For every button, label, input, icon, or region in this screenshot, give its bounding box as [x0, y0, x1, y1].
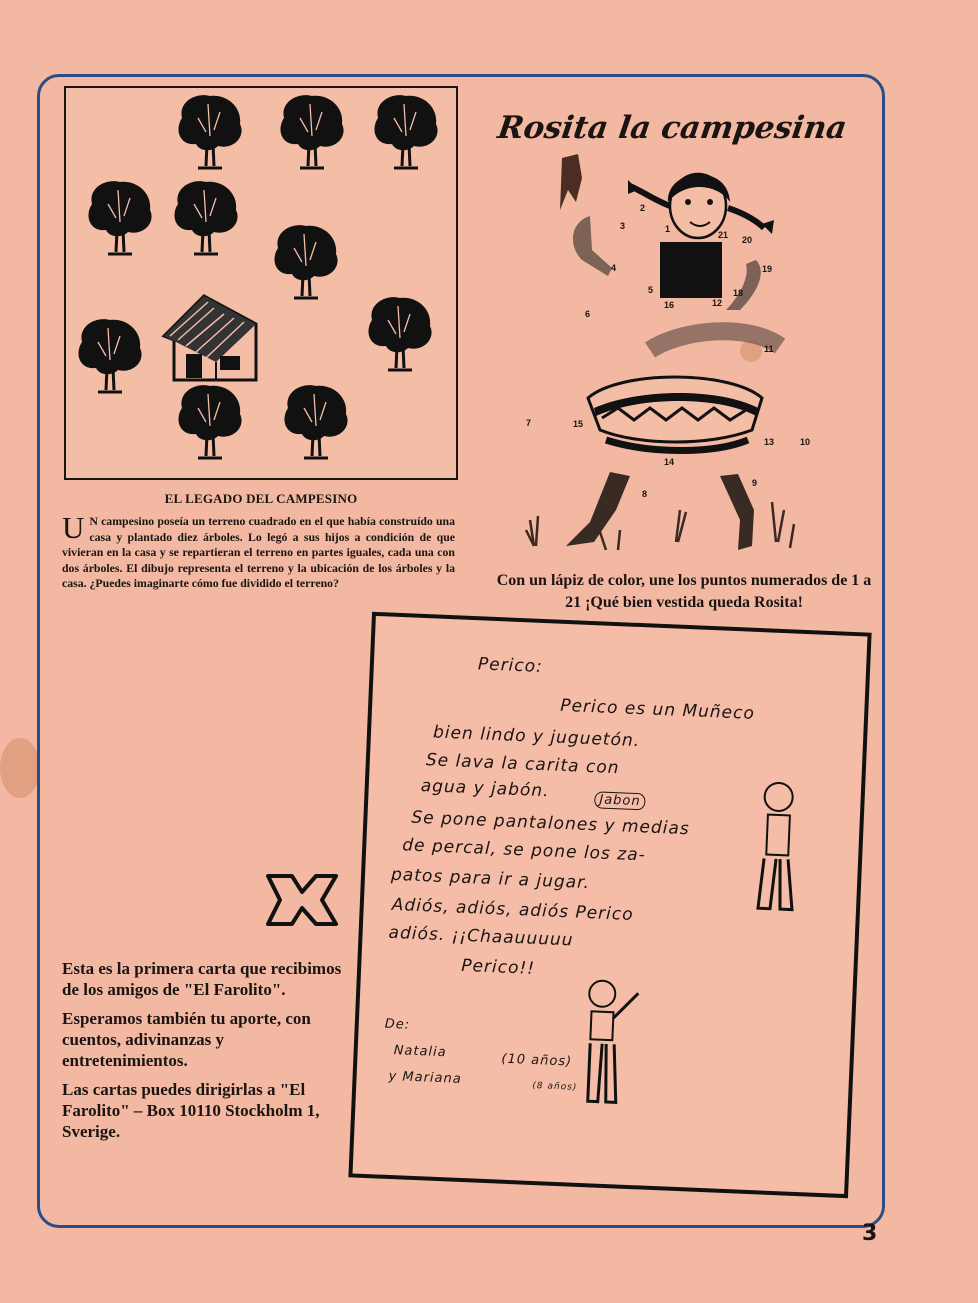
- dot-label: 12: [712, 298, 723, 308]
- rosita-right-leg: [720, 474, 754, 550]
- tree-icon: [374, 95, 437, 168]
- drop-cap: U: [62, 510, 85, 545]
- paper-stain: [0, 738, 40, 798]
- tree-icon: [280, 95, 343, 168]
- tree-icon: [178, 95, 241, 168]
- info-paragraph: Esta es la primera carta que recibimos de los amigos de "El Farolito".: [62, 959, 342, 999]
- dot-label: 4: [611, 263, 617, 273]
- dot-label: 3: [620, 221, 626, 231]
- letter-line: Se lava la carita con: [425, 750, 620, 779]
- tree-icon: [88, 181, 151, 254]
- dot-label: 13: [764, 437, 775, 447]
- dot-label: 19: [762, 264, 773, 274]
- dot-label: 8: [642, 489, 648, 499]
- tree-icon: [284, 385, 347, 458]
- letter-line: Perico es un Muñeco: [559, 695, 756, 724]
- dot-label: 1: [665, 224, 671, 234]
- letter-sender-age: (10 años): [501, 1051, 573, 1070]
- flower-bouquet-icon: [560, 154, 582, 210]
- dot-label: 17: [710, 286, 721, 296]
- letter-line: patos para ir a jugar.: [390, 864, 591, 894]
- dot-label: 7: [526, 418, 532, 428]
- rosita-caption: Con un lápiz de color, une los puntos numerados de 1 a 21 ¡Qué bien vestida queda Rosita!: [496, 572, 872, 611]
- letter-line: bien lindo y juguetón.: [432, 722, 641, 752]
- letter-sender: y Mariana: [388, 1068, 463, 1087]
- tree-icon: [78, 319, 141, 392]
- dot-label: 16: [664, 300, 675, 310]
- dot-label: 10: [800, 437, 811, 447]
- letter-line: Adiós, adiós, adiós Perico: [391, 894, 635, 925]
- trees-and-house: [66, 88, 456, 478]
- dot-label: 20: [742, 235, 753, 245]
- tree-icon: [178, 385, 241, 458]
- letter-line: adiós. ¡¡Chaauuuuu: [388, 922, 574, 951]
- letter-line: Perico:: [477, 654, 544, 677]
- letter-line: de percal, se pone los za-: [401, 835, 647, 866]
- info-paragraph: Las cartas puedes dirigirlas a "El Farolito" – Box 10110 Stockholm 1, Sverige.: [62, 1080, 320, 1141]
- letter-sender: Natalia: [393, 1043, 447, 1061]
- dot-label: 18: [733, 288, 744, 298]
- info-paragraph: Esperamos también tu aporte, con cuentos, adivinanzas y entretenimientos.: [62, 1009, 311, 1070]
- puzzle-body-text: N campesino poseía un terreno cuadrado en el que había construído una casa y plantado diez árboles. Lo legó a sus hijos a condición de que vivieran en la casa y se repartieran el terreno en partes iguales, cada una con dos árboles. El dibujo representa el terreno y la ubicación de los árboles y la casa. ¿Puedes imaginarte cómo fue dividido el terreno?: [62, 514, 455, 591]
- dot-label: 11: [764, 344, 774, 354]
- puzzle-illustration: [64, 86, 458, 480]
- child-letter: [348, 612, 871, 1198]
- puzzle-description: [62, 510, 455, 592]
- grass-icon: [526, 502, 794, 550]
- house-icon: [164, 296, 256, 380]
- dot-label: 21: [718, 230, 729, 240]
- letter-line: Perico!!: [460, 955, 536, 979]
- tree-icon: [274, 225, 337, 298]
- dot-label: 15: [573, 419, 584, 429]
- dot-label: 9: [752, 478, 758, 488]
- rosita-drawing: [490, 150, 870, 570]
- letter-from-label: De:: [384, 1016, 411, 1033]
- dot-label: 2: [640, 203, 646, 213]
- page-number: 3: [862, 1221, 878, 1246]
- letter-sender-age: (8 años): [532, 1080, 578, 1093]
- dot-label: 6: [585, 309, 591, 319]
- tree-icon: [174, 181, 237, 254]
- letter-line: agua y jabón.: [420, 775, 550, 802]
- dot-label: 5: [648, 285, 654, 295]
- rosita-title: Rosita la campesina: [495, 110, 850, 146]
- doll-drawing-icon: [745, 778, 812, 940]
- puzzle-title: EL LEGADO DEL CAMPESINO: [164, 491, 358, 506]
- tree-icon: [368, 297, 431, 370]
- perico-drawing-icon: [567, 977, 663, 1121]
- dot-label: 14: [664, 457, 675, 467]
- fish-emblem-icon: [262, 868, 342, 932]
- jabon-label: Jabon: [594, 791, 646, 810]
- contact-info: [62, 958, 342, 1150]
- letter-line: Se pone pantalones y medias: [411, 807, 691, 840]
